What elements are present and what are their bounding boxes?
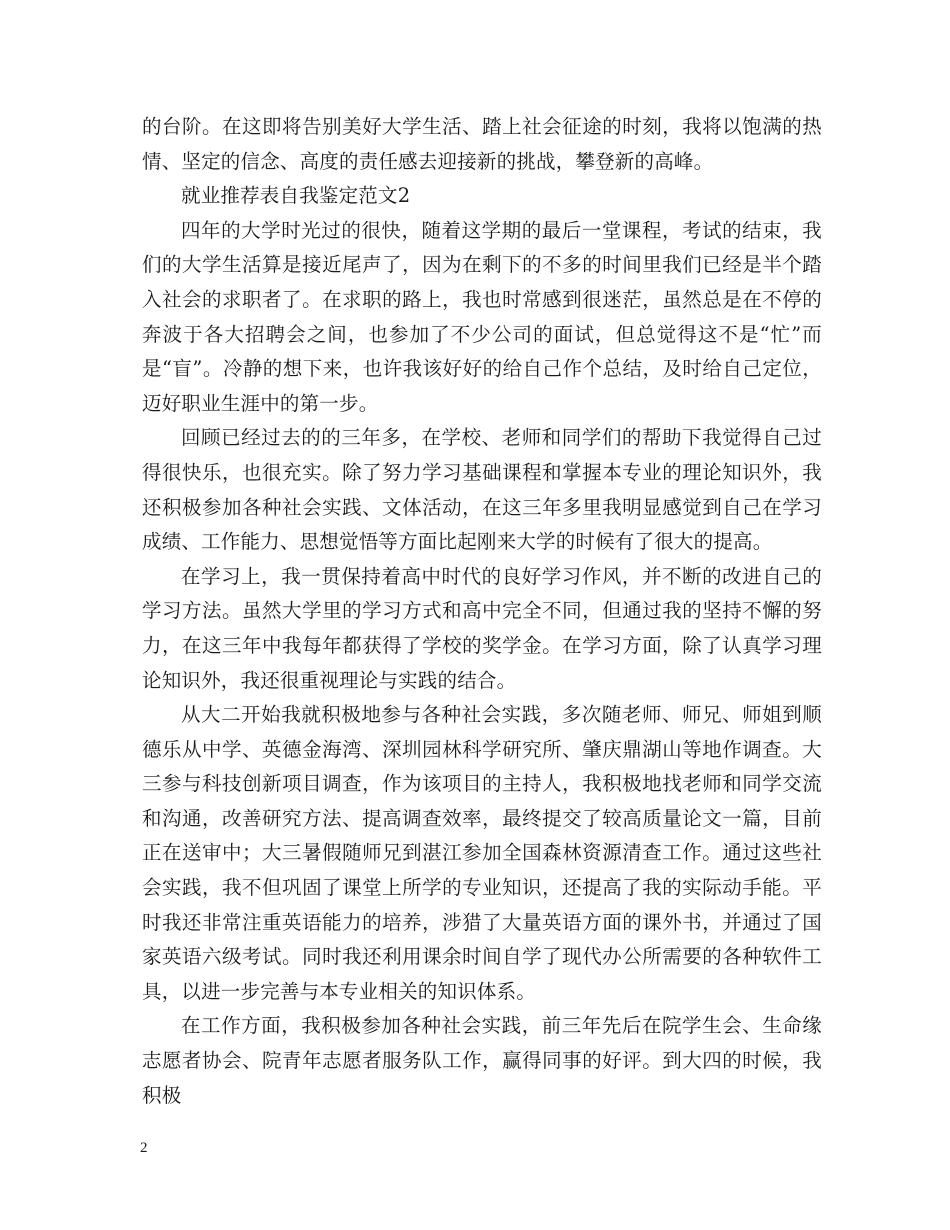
paragraph-continuation: 的台阶。在这即将告别美好大学生活、踏上社会征途的时刻，我将以饱满的热情、坚定的信念、高度的责任感去迎接新的挑战，攀登新的高峰。 — [142, 115, 822, 173]
document-body — [142, 110, 822, 1113]
paragraph: 在学习上，我一贯保持着高中时代的良好学习作风，并不断的改进自己的学习方法。虽然大学里的学习方式和高中完全不同，但通过我的坚持不懈的努力，在这三年中我每年都获得了学校的奖学金。在学习方面，除了认真学习理论知识外，我还很重视理论与实践的结合。 — [142, 564, 822, 692]
section-heading: 就业推荐表自我鉴定范文2 — [181, 184, 411, 208]
paragraph: 回顾已经过去的的三年多，在学校、老师和同学们的帮助下我觉得自己过得很快乐，也很充实。除了努力学习基础课程和掌握本专业的理论知识外，我还积极参加各种社会实践、文体活动，在这三年多里我明显感觉到自己在学习成绩、工作能力、思想觉悟等方面比起刚来大学的时候有了很大的提高。 — [142, 426, 822, 554]
paragraph: 在工作方面，我积极参加各种社会实践，前三年先后在院学生会、生命缘志愿者协会、院青年志愿者服务队工作，赢得同事的好评。到大四的时候，我积极 — [142, 1014, 822, 1107]
page-number: 2 — [140, 1140, 148, 1156]
paragraph: 四年的大学时光过的很快，随着这学期的最后一堂课程，考试的结束，我们的大学生活算是接近尾声了，因为在剩下的不多的时间里我们已经是半个踏入社会的求职者了。在求职的路上，我也时常感到很迷茫，虽然总是在不停的奔波于各大招聘会之间，也参加了不少公司的面试，但总觉得这不是“忙”而是“盲”。冷静的想下来，也许我该好好的给自己作个总结，及时给自己定位，迈好职业生涯中的第一步。 — [142, 218, 822, 415]
paragraph: 从大二开始我就积极地参与各种社会实践，多次随老师、师兄、师姐到顺德乐从中学、英德金海湾、深圳园林科学研究所、肇庆鼎湖山等地作调查。大三参与科技创新项目调查，作为该项目的主持人，我积极地找老师和同学交流和沟通，改善研究方法、提高调查效率，最终提交了较高质量论文一篇，目前正在送审中；大三暑假随师兄到湛江参加全国森林资源清查工作。通过这些社会实践，我不但巩固了课堂上所学的专业知识，还提高了我的实际动手能。平时我还非常注重英语能力的培养，涉猎了大量英语方面的课外书，并通过了国家英语六级考试。同时我还利用课余时间自学了现代办公所需要的各种软件工具，以进一步完善与本专业相关的知识体系。 — [142, 703, 822, 1003]
